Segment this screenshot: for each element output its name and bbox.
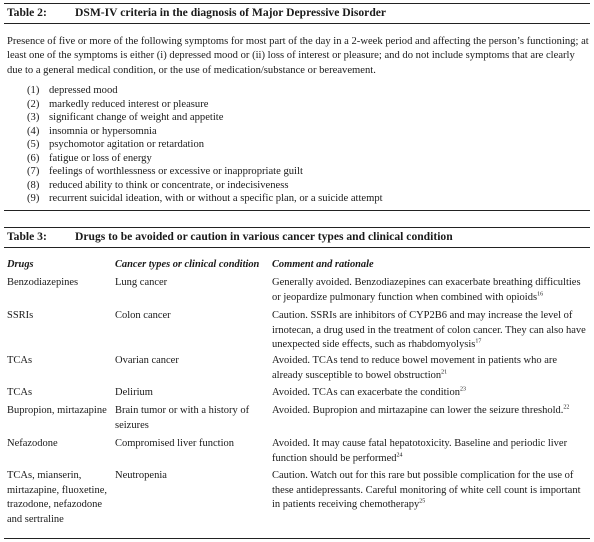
list-item: (5) psychomotor agitation or retardation: [27, 139, 205, 150]
table-cell-comment: Avoided. Bupropion and mirtazapine can lower the seizure threshold.$^{22}$: [272, 404, 570, 416]
list-item: (9) recurrent suicidal ideation, with or without a specific plan, or a suicide attempt: [27, 193, 383, 204]
list-item: (8) reduced ability to think or concentrate, or indecisiveness: [27, 179, 289, 191]
table-cell-drug: TCAs: [7, 355, 33, 366]
reference-number: 25: [419, 498, 426, 505]
table-cell-condition: Delirium: [115, 387, 153, 398]
column-header-drugs: Drugs: [7, 259, 34, 270]
table-cell-drug: Benzodiazepines: [7, 277, 79, 288]
table-cell-drug: Bupropion, mirtazapine: [7, 405, 107, 416]
table3-caption: [7, 230, 453, 243]
reference-number: 21: [441, 369, 448, 376]
table-cell-comment: Avoided. TCAs tend to reduce bowel movement in patients who are already susceptible to bowel obstruction$^{21}$: [272, 355, 558, 381]
table-cell-drug: Nefazodone: [7, 438, 58, 449]
table-cell-comment: Avoided. It may cause fatal hepatotoxicity. Baseline and periodic liver function should be performed$^{24}$: [272, 438, 568, 464]
table2-header-rule: [4, 23, 590, 24]
table2-label: Table 2:: [7, 6, 47, 19]
table-cell-drug: SSRIs: [7, 310, 34, 321]
table-cell-condition: Neutropenia: [115, 470, 167, 481]
table3-label: Table 3:: [7, 230, 47, 243]
reference-number: 16: [537, 291, 544, 298]
table-cell-drug: TCAs, mianserin, mirtazapine, fluoxetine, trazodone, nefazodone and sertraline: [7, 470, 108, 525]
table2-caption: [7, 6, 386, 19]
reference-number: 24: [396, 452, 403, 459]
table-cell-condition: Compromised liver function: [115, 438, 234, 449]
column-header-comment: Comment and rationale: [272, 259, 374, 270]
table-cell-comment: Generally avoided. Benzodiazepines can exacerbate breathing difficulties or jeopardize pulmonary function when combined with opioids$^{16}$: [272, 277, 581, 303]
list-item: (7) feelings of worthlessness or excessive or inappropriate guilt: [27, 166, 303, 177]
table3-title: Drugs to be avoided or caution in various cancer types and clinical condition: [75, 230, 453, 243]
list-item: (1) depressed mood: [27, 85, 118, 96]
table-cell-drug: TCAs: [7, 387, 33, 398]
column-header-cancer: Cancer types or clinical condition: [115, 259, 260, 270]
table-cell-comment: Caution. SSRIs are inhibitors of CYP2B6 and may increase the level of irnotecan, a drug used in the treatment of colon cancer. They can also have unexpected side effects, such as rhabdomyolysis$^{17}$: [272, 310, 586, 351]
table2-intro: Presence of five or more of the following symptoms for most part of the day in a 2-week period and affecting the person’s functioning; at least one of the symptoms is either (i) depressed mood or (ii) loss of interest or pleasure; and do not include symptoms that are clearly due to a general medical condition, or the use of medication/substance or bereavement.: [7, 36, 589, 76]
table2-bottom-rule: [4, 210, 590, 211]
table-cell-condition: Brain tumor or with a history of seizures: [115, 405, 250, 431]
table2-title: DSM-IV criteria in the diagnosis of Major Depressive Disorder: [75, 6, 387, 19]
list-item: (2) markedly reduced interest or pleasure: [27, 98, 209, 110]
reference-number: 22: [563, 404, 570, 411]
reference-number: 17: [475, 338, 482, 345]
table3-top-rule: [4, 227, 590, 228]
table-cell-comment: Avoided. TCAs can exacerbate the condition$^{23}$: [272, 386, 466, 398]
reference-number: 23: [459, 386, 466, 393]
table3-header-rule: [4, 247, 590, 248]
list-item: (3) significant change of weight and appetite: [27, 112, 224, 123]
list-item: (4) insomnia or hypersomnia: [27, 125, 157, 137]
table-cell-condition: Colon cancer: [115, 310, 171, 321]
table2-top-rule: [4, 3, 590, 4]
table-cell-comment: Caution. Watch out for this rare but possible complication for the use of these antidepressants. Careful monitoring of white cell count is important in patients receiving chemotherapy$^{25}$: [272, 470, 581, 511]
table3-bottom-rule: [4, 538, 590, 539]
list-item: (6) fatigue or loss of energy: [27, 152, 152, 164]
table-cell-condition: Lung cancer: [115, 277, 168, 288]
table-cell-condition: Ovarian cancer: [115, 355, 179, 366]
